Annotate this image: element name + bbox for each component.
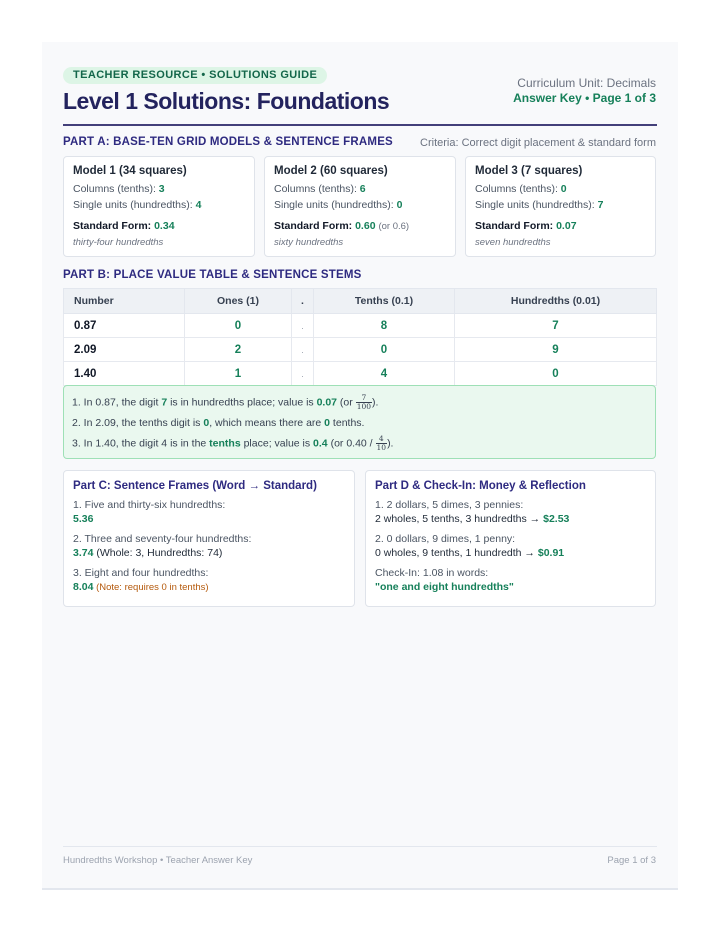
column-header-hundredths: Hundredths (0.01) bbox=[455, 289, 657, 314]
column-header-ones: Ones (1) bbox=[185, 289, 292, 314]
hundredths-value: 4 bbox=[195, 199, 202, 211]
question: 2. Three and seventy-four hundredths: bbox=[73, 533, 252, 545]
standard-note: (or 0.6) bbox=[378, 221, 410, 232]
cell-hundredths: 0 bbox=[455, 362, 657, 386]
stem-answer: 0 bbox=[203, 417, 210, 429]
answer bbox=[375, 546, 646, 560]
sentence-stems-box bbox=[63, 385, 656, 459]
model-standard-form bbox=[475, 218, 646, 235]
model-tenths bbox=[73, 181, 245, 197]
page-title: Level 1 Solutions: Foundations bbox=[63, 88, 390, 114]
footer-title: Hundredths Workshop • Teacher Answer Key bbox=[63, 855, 253, 866]
model-words: sixty hundredths bbox=[274, 237, 344, 248]
answer-note: (Note: requires 0 in tenths) bbox=[93, 582, 209, 593]
tenths-value: 6 bbox=[359, 183, 366, 195]
model-hundredths bbox=[274, 197, 446, 213]
answer-text: 0 wholes, 9 tenths, 1 hundredth → bbox=[375, 547, 538, 559]
table-row bbox=[64, 362, 657, 386]
stem-text: place; value is bbox=[240, 437, 314, 450]
standard-label: Standard Form: bbox=[73, 220, 155, 232]
stem-answer: 7 bbox=[161, 396, 168, 409]
answer-value: "one and eight hundredths" bbox=[375, 581, 514, 593]
answer-value: $2.53 bbox=[543, 513, 570, 525]
model-standard-form bbox=[73, 218, 245, 235]
stem-3 bbox=[72, 435, 647, 452]
answer-text: 2 wholes, 5 tenths, 3 hundredths → bbox=[375, 513, 544, 525]
cell-ones: 1 bbox=[185, 362, 292, 386]
cell-dot: . bbox=[292, 314, 314, 338]
table-row bbox=[64, 338, 657, 362]
question: 3. Eight and four hundredths: bbox=[73, 567, 209, 579]
table-row bbox=[64, 314, 657, 338]
fraction bbox=[356, 394, 372, 411]
stem-text: ). bbox=[387, 437, 394, 450]
cell-hundredths: 7 bbox=[455, 314, 657, 338]
cell-number: 1.40 bbox=[64, 362, 185, 386]
cell-dot: . bbox=[292, 362, 314, 386]
model-title: Model 2 (60 squares) bbox=[274, 165, 388, 177]
part-b-heading: PART B: PLACE VALUE TABLE & SENTENCE STEMS bbox=[63, 269, 362, 281]
answer bbox=[73, 580, 345, 595]
stem-text: , which means there are bbox=[209, 417, 325, 429]
hundredths-label: Single units (hundredths): bbox=[73, 199, 196, 211]
answer bbox=[73, 512, 345, 526]
fraction-denominator: 10 bbox=[376, 443, 387, 452]
question: 1. Five and thirty-six hundredths: bbox=[73, 499, 226, 511]
model-standard-form bbox=[274, 218, 446, 235]
tenths-label: Columns (tenths): bbox=[73, 183, 159, 195]
worksheet-page bbox=[42, 42, 678, 890]
stem-text: ). bbox=[372, 396, 379, 409]
curriculum-unit: Curriculum Unit: Decimals bbox=[517, 76, 656, 90]
tenths-label: Columns (tenths): bbox=[274, 183, 360, 195]
stem-answer: 0.4 bbox=[313, 437, 328, 450]
part-d-heading: Part D & Check-In: Money & Reflection bbox=[375, 480, 586, 492]
part-a-heading: PART A: BASE-TEN GRID MODELS & SENTENCE FRAMES bbox=[63, 136, 393, 148]
stem-answer: tenths bbox=[209, 437, 241, 450]
model-hundredths bbox=[73, 197, 245, 213]
stem-text: 1. In 0.87, the digit bbox=[72, 396, 162, 409]
column-header-dot: . bbox=[292, 289, 314, 314]
question: 1. 2 dollars, 5 dimes, 3 pennies: bbox=[375, 499, 524, 511]
standard-value: 0.60 bbox=[355, 220, 376, 232]
part-c-card bbox=[63, 470, 355, 607]
column-header-tenths: Tenths (0.1) bbox=[314, 289, 455, 314]
hundredths-label: Single units (hundredths): bbox=[274, 199, 397, 211]
answer-key-label: Answer Key • Page 1 of 3 bbox=[513, 91, 656, 105]
cell-tenths: 8 bbox=[314, 314, 455, 338]
hundredths-label: Single units (hundredths): bbox=[475, 199, 598, 211]
cell-number: 0.87 bbox=[64, 314, 185, 338]
stem-answer: 0.07 bbox=[316, 396, 338, 409]
model-card-1 bbox=[63, 156, 255, 257]
part-d-card bbox=[365, 470, 656, 607]
cell-hundredths: 9 bbox=[455, 338, 657, 362]
model-title: Model 3 (7 squares) bbox=[475, 165, 583, 177]
stem-text: tenths. bbox=[330, 417, 365, 429]
model-tenths bbox=[475, 181, 646, 197]
standard-label: Standard Form: bbox=[475, 220, 557, 232]
standard-value: 0.34 bbox=[154, 220, 175, 232]
part-a-criteria: Criteria: Correct digit placement & standard form bbox=[420, 137, 656, 149]
cell-ones: 0 bbox=[185, 314, 292, 338]
stem-answer: 0 bbox=[324, 417, 331, 429]
answer-note: (Whole: 3, Hundredths: 74) bbox=[93, 547, 223, 559]
stem-text: is in hundredths place; value is bbox=[167, 396, 317, 409]
stem-text: (or bbox=[337, 396, 356, 409]
model-hundredths bbox=[475, 197, 646, 213]
resource-badge: TEACHER RESOURCE • SOLUTIONS GUIDE bbox=[63, 67, 327, 84]
stem-2 bbox=[72, 416, 647, 430]
cell-tenths: 0 bbox=[314, 338, 455, 362]
model-words: thirty-four hundredths bbox=[73, 237, 164, 248]
cell-tenths: 4 bbox=[314, 362, 455, 386]
header-meta bbox=[513, 76, 656, 106]
answer bbox=[375, 580, 646, 594]
model-tenths bbox=[274, 181, 446, 197]
hundredths-value: 0 bbox=[396, 199, 403, 211]
place-value-table bbox=[63, 288, 657, 386]
stem-1 bbox=[72, 394, 647, 411]
answer bbox=[375, 512, 646, 526]
stem-text: 2. In 2.09, the tenths digit is bbox=[72, 417, 204, 429]
part-c-heading: Part C: Sentence Frames (Word → Standard) bbox=[73, 480, 317, 492]
fraction-numerator: 7 bbox=[356, 394, 372, 403]
fraction-numerator: 4 bbox=[376, 435, 388, 444]
answer-value: $0.91 bbox=[537, 547, 565, 559]
cell-ones: 2 bbox=[185, 338, 292, 362]
tenths-value: 3 bbox=[158, 183, 165, 195]
answer-value: 8.04 bbox=[73, 581, 94, 593]
stem-text: (or 0.40 / bbox=[327, 437, 376, 450]
table-header-row bbox=[64, 289, 657, 314]
answer-value: 5.36 bbox=[73, 513, 94, 525]
model-card-2 bbox=[264, 156, 456, 257]
fraction-denominator: 100 bbox=[356, 402, 372, 411]
standard-value: 0.07 bbox=[556, 220, 577, 232]
fraction bbox=[376, 435, 388, 452]
model-title: Model 1 (34 squares) bbox=[73, 165, 187, 177]
question: 2. 0 dollars, 9 dimes, 1 penny: bbox=[375, 533, 516, 545]
model-words: seven hundredths bbox=[475, 237, 551, 248]
footer-page-number: Page 1 of 3 bbox=[607, 855, 656, 866]
hundredths-value: 7 bbox=[597, 199, 604, 211]
tenths-label: Columns (tenths): bbox=[475, 183, 561, 195]
answer bbox=[73, 546, 345, 560]
footer-divider bbox=[63, 846, 657, 847]
question: Check-In: 1.08 in words: bbox=[375, 567, 489, 579]
standard-label: Standard Form: bbox=[274, 220, 356, 232]
cell-number: 2.09 bbox=[64, 338, 185, 362]
tenths-value: 0 bbox=[560, 183, 567, 195]
column-header-number: Number bbox=[64, 289, 185, 314]
cell-dot: . bbox=[292, 338, 314, 362]
stem-text: 3. In 1.40, the digit 4 is in the bbox=[72, 437, 210, 450]
answer-value: 3.74 bbox=[73, 547, 94, 559]
header-divider bbox=[63, 124, 657, 126]
model-card-3 bbox=[465, 156, 656, 257]
